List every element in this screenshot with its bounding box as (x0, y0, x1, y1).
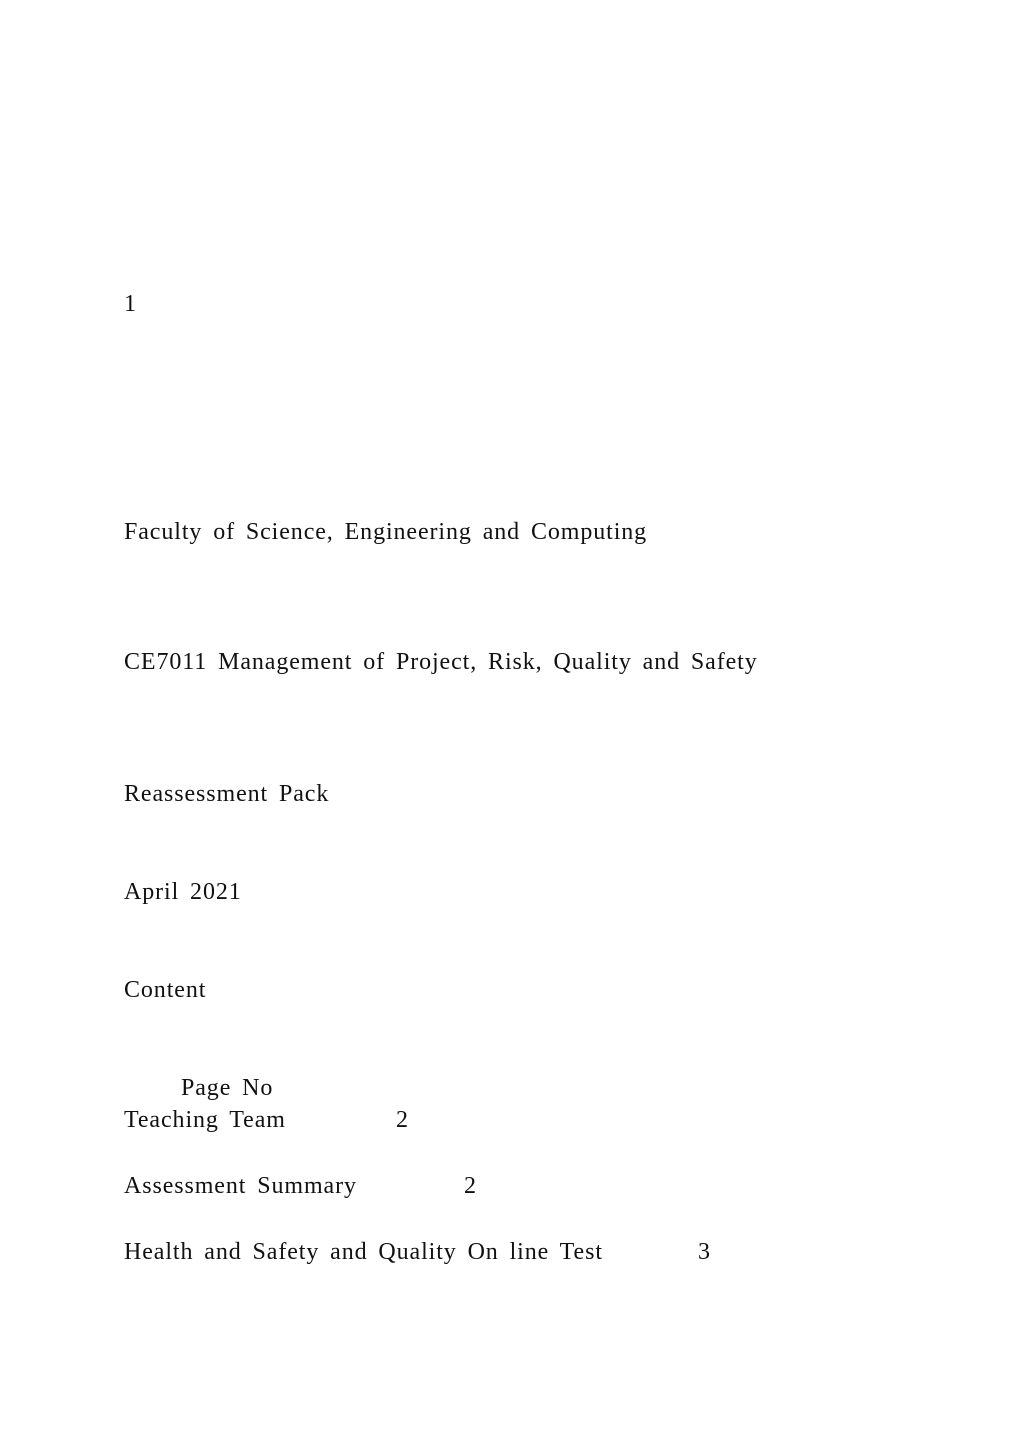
document-type: Reassessment Pack (124, 781, 330, 807)
toc-row-teaching-team (124, 1107, 409, 1133)
faculty-name: Faculty of Science, Engineering and Computing (124, 519, 648, 545)
toc-item-page: 3 (698, 1239, 711, 1265)
toc-item-page: 2 (464, 1173, 477, 1199)
page-no-column-header: Page No (181, 1075, 274, 1101)
toc-item-label: Teaching Team (124, 1107, 286, 1133)
toc-row-assessment-summary (124, 1173, 477, 1199)
contents-heading: Content (124, 977, 207, 1003)
toc-item-label: Assessment Summary (124, 1173, 357, 1199)
toc-item-page: 2 (396, 1107, 409, 1133)
toc-item-label: Health and Safety and Quality On line Test (124, 1239, 603, 1265)
module-title: CE7011 Management of Project, Risk, Quality and Safety (124, 649, 758, 675)
page-number: 1 (124, 291, 137, 317)
toc-row-online-test (124, 1239, 711, 1265)
document-date: April 2021 (124, 879, 242, 905)
